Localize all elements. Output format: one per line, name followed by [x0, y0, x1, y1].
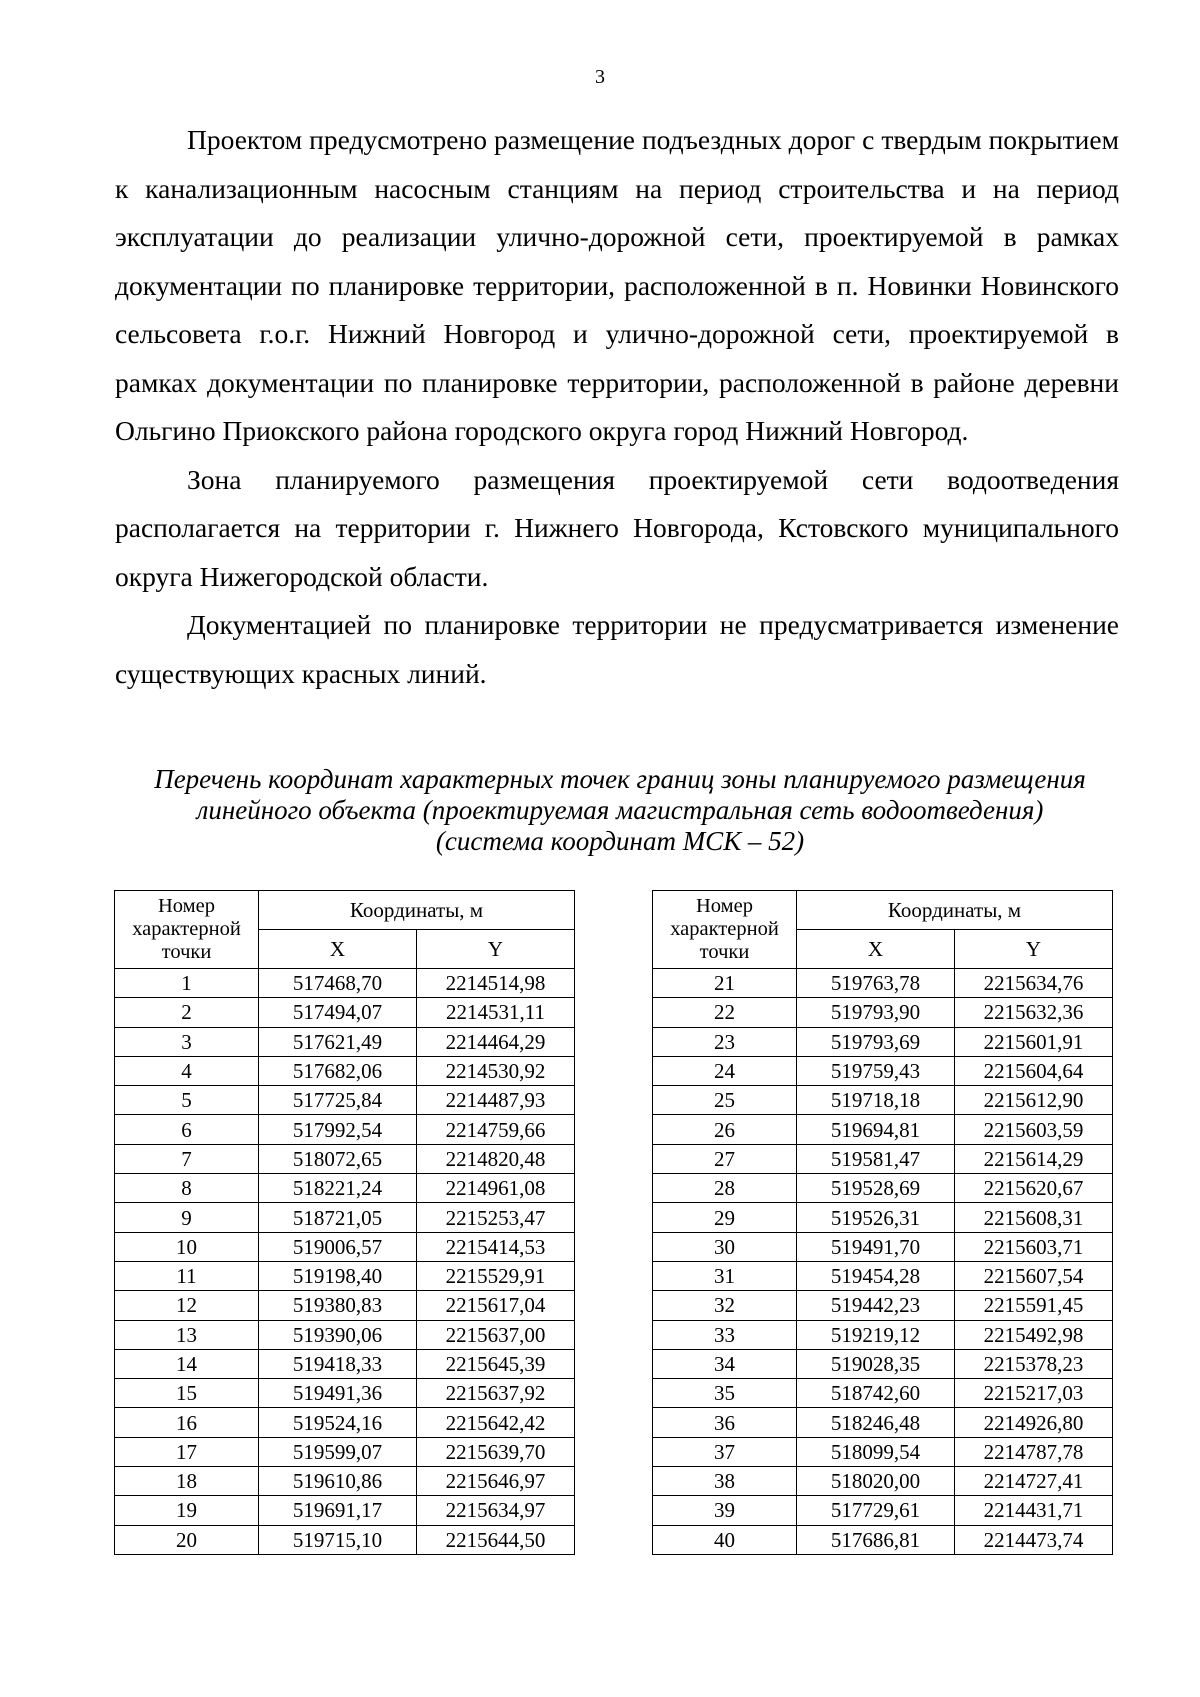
y-coordinate-cell: 2215378,23 — [955, 1349, 1113, 1378]
table-row — [653, 1496, 1113, 1525]
x-coordinate-cell: 519599,07 — [259, 1437, 417, 1466]
x-coordinate-cell: 519380,83 — [259, 1291, 417, 1320]
y-coordinate-cell: 2215607,54 — [955, 1261, 1113, 1290]
body-text — [115, 116, 1119, 698]
coordinates-table-right — [652, 890, 1113, 1555]
x-coordinate-cell: 518221,24 — [259, 1174, 417, 1203]
y-coordinate-cell: 2215492,98 — [955, 1320, 1113, 1349]
point-number-cell: 26 — [653, 1115, 797, 1144]
table-caption — [100, 764, 1140, 857]
table-row — [115, 1027, 575, 1056]
x-coordinate-cell: 519610,86 — [259, 1467, 417, 1496]
y-coordinate-cell: 2214820,48 — [417, 1144, 575, 1173]
table-row — [653, 1115, 1113, 1144]
y-coordinate-cell: 2215637,00 — [417, 1320, 575, 1349]
table-row — [115, 1056, 575, 1085]
x-coordinate-cell: 518072,65 — [259, 1144, 417, 1173]
point-number-cell: 3 — [115, 1027, 259, 1056]
table-row — [653, 1437, 1113, 1466]
table-row — [115, 1144, 575, 1173]
x-coordinate-cell: 517729,61 — [797, 1496, 955, 1525]
table-row — [653, 1086, 1113, 1115]
x-coordinate-cell: 519759,43 — [797, 1056, 955, 1085]
x-coordinate-cell: 517682,06 — [259, 1056, 417, 1085]
caption-line-3: (система координат МСК – 52) — [435, 826, 805, 856]
y-coordinate-cell: 2215529,91 — [417, 1261, 575, 1290]
y-coordinate-cell: 2214530,92 — [417, 1056, 575, 1085]
y-coordinate-cell: 2215617,04 — [417, 1291, 575, 1320]
y-coordinate-cell: 2214431,71 — [955, 1496, 1113, 1525]
x-coordinate-cell: 519442,23 — [797, 1291, 955, 1320]
header-x: X — [797, 930, 955, 969]
point-number-cell: 32 — [653, 1291, 797, 1320]
x-coordinate-cell: 519219,12 — [797, 1320, 955, 1349]
x-coordinate-cell: 519454,28 — [797, 1261, 955, 1290]
y-coordinate-cell: 2215646,97 — [417, 1467, 575, 1496]
point-number-cell: 31 — [653, 1261, 797, 1290]
y-coordinate-cell: 2215253,47 — [417, 1203, 575, 1232]
y-coordinate-cell: 2214531,11 — [417, 998, 575, 1027]
point-number-cell: 39 — [653, 1496, 797, 1525]
table-row — [653, 1232, 1113, 1261]
y-coordinate-cell: 2214487,93 — [417, 1086, 575, 1115]
table-row — [653, 998, 1113, 1027]
x-coordinate-cell: 519694,81 — [797, 1115, 955, 1144]
x-coordinate-cell: 518099,54 — [797, 1437, 955, 1466]
x-coordinate-cell: 518742,60 — [797, 1379, 955, 1408]
coordinates-table-left — [114, 890, 575, 1555]
y-coordinate-cell: 2215601,91 — [955, 1027, 1113, 1056]
y-coordinate-cell: 2215642,42 — [417, 1408, 575, 1437]
x-coordinate-cell: 517494,07 — [259, 998, 417, 1027]
y-coordinate-cell: 2215614,29 — [955, 1144, 1113, 1173]
table-row — [115, 1261, 575, 1290]
y-coordinate-cell: 2215608,31 — [955, 1203, 1113, 1232]
point-number-cell: 4 — [115, 1056, 259, 1085]
x-coordinate-cell: 517468,70 — [259, 969, 417, 998]
caption-line-2: линейного объекта (проектируемая магистральная сеть водоотведения) — [196, 795, 1044, 825]
x-coordinate-cell: 519418,33 — [259, 1349, 417, 1378]
y-coordinate-cell: 2214514,98 — [417, 969, 575, 998]
point-number-cell: 11 — [115, 1261, 259, 1290]
x-coordinate-cell: 519006,57 — [259, 1232, 417, 1261]
table-row — [115, 1349, 575, 1378]
x-coordinate-cell: 519691,17 — [259, 1496, 417, 1525]
x-coordinate-cell: 519198,40 — [259, 1261, 417, 1290]
table-row — [115, 1408, 575, 1437]
x-coordinate-cell: 519524,16 — [259, 1408, 417, 1437]
point-number-cell: 24 — [653, 1056, 797, 1085]
page-number: 3 — [595, 66, 605, 88]
table-row — [115, 1525, 575, 1554]
y-coordinate-cell: 2215604,64 — [955, 1056, 1113, 1085]
point-number-cell: 28 — [653, 1174, 797, 1203]
x-coordinate-cell: 518246,48 — [797, 1408, 955, 1437]
table-row — [115, 1086, 575, 1115]
table-row — [115, 998, 575, 1027]
point-number-cell: 23 — [653, 1027, 797, 1056]
paragraph-roads: Проектом предусмотрено размещение подъездных дорог с твердым покрытием к канализационным насосным станциям на период строительства и на период эксплуатации до реализации улично-дорожной сети, проектируемой в рамках документации по планировке территории, расположенной в п. Новинки Новинского сельсовета г.о.г. Нижний Новгород и улично-дорожной сети, проектируемой в рамках документации по планировке территории, расположенной в районе деревни Ольгино Приокского района городского округа город Нижний Новгород. — [115, 124, 1119, 446]
x-coordinate-cell: 519793,90 — [797, 998, 955, 1027]
point-number-cell: 19 — [115, 1496, 259, 1525]
y-coordinate-cell: 2215612,90 — [955, 1086, 1113, 1115]
table-row — [653, 1349, 1113, 1378]
point-number-cell: 8 — [115, 1174, 259, 1203]
x-coordinate-cell: 519526,31 — [797, 1203, 955, 1232]
table-row — [653, 1261, 1113, 1290]
point-number-cell: 12 — [115, 1291, 259, 1320]
table-row — [115, 1320, 575, 1349]
x-coordinate-cell: 519763,78 — [797, 969, 955, 998]
y-coordinate-cell: 2214727,41 — [955, 1467, 1113, 1496]
table-row — [653, 1525, 1113, 1554]
table-row — [653, 1027, 1113, 1056]
point-number-cell: 34 — [653, 1349, 797, 1378]
point-number-cell: 17 — [115, 1437, 259, 1466]
y-coordinate-cell: 2215645,39 — [417, 1349, 575, 1378]
table-row — [653, 1291, 1113, 1320]
header-coordinates: Координаты, м — [259, 891, 575, 930]
table-row — [653, 1144, 1113, 1173]
header-x: X — [259, 930, 417, 969]
header-y: Y — [417, 930, 575, 969]
table-row — [115, 1174, 575, 1203]
table-row — [115, 969, 575, 998]
point-number-cell: 33 — [653, 1320, 797, 1349]
point-number-cell: 18 — [115, 1467, 259, 1496]
point-number-cell: 36 — [653, 1408, 797, 1437]
point-number-cell: 10 — [115, 1232, 259, 1261]
point-number-cell: 30 — [653, 1232, 797, 1261]
y-coordinate-cell: 2215620,67 — [955, 1174, 1113, 1203]
y-coordinate-cell: 2215637,92 — [417, 1379, 575, 1408]
table-row — [653, 1203, 1113, 1232]
point-number-cell: 38 — [653, 1467, 797, 1496]
point-number-cell: 29 — [653, 1203, 797, 1232]
point-number-cell: 13 — [115, 1320, 259, 1349]
point-number-cell: 35 — [653, 1379, 797, 1408]
point-number-cell: 16 — [115, 1408, 259, 1437]
y-coordinate-cell: 2215639,70 — [417, 1437, 575, 1466]
y-coordinate-cell: 2215634,97 — [417, 1496, 575, 1525]
table-row — [653, 1174, 1113, 1203]
table-row — [115, 1203, 575, 1232]
point-number-cell: 20 — [115, 1525, 259, 1554]
point-number-cell: 5 — [115, 1086, 259, 1115]
y-coordinate-cell: 2214787,78 — [955, 1437, 1113, 1466]
point-number-cell: 9 — [115, 1203, 259, 1232]
x-coordinate-cell: 517725,84 — [259, 1086, 417, 1115]
point-number-cell: 1 — [115, 969, 259, 998]
x-coordinate-cell: 519491,36 — [259, 1379, 417, 1408]
y-coordinate-cell: 2215632,36 — [955, 998, 1113, 1027]
x-coordinate-cell: 517621,49 — [259, 1027, 417, 1056]
y-coordinate-cell: 2214961,08 — [417, 1174, 575, 1203]
point-number-cell: 25 — [653, 1086, 797, 1115]
header-point-number: Номер характерной точки — [653, 891, 797, 969]
table-row — [653, 1408, 1113, 1437]
table-row — [115, 1379, 575, 1408]
point-number-cell: 22 — [653, 998, 797, 1027]
x-coordinate-cell: 519491,70 — [797, 1232, 955, 1261]
x-coordinate-cell: 519028,35 — [797, 1349, 955, 1378]
table-row — [115, 1291, 575, 1320]
point-number-cell: 7 — [115, 1144, 259, 1173]
y-coordinate-cell: 2215603,71 — [955, 1232, 1113, 1261]
paragraph-red-lines: Документацией по планировке территории не предусматривается изменение существующих красных линий. — [115, 609, 1119, 689]
x-coordinate-cell: 519718,18 — [797, 1086, 955, 1115]
table-row — [115, 1115, 575, 1144]
y-coordinate-cell: 2214473,74 — [955, 1525, 1113, 1554]
y-coordinate-cell: 2215644,50 — [417, 1525, 575, 1554]
y-coordinate-cell: 2214926,80 — [955, 1408, 1113, 1437]
table-row — [653, 1320, 1113, 1349]
point-number-cell: 6 — [115, 1115, 259, 1144]
y-coordinate-cell: 2215414,53 — [417, 1232, 575, 1261]
table-row — [653, 969, 1113, 998]
x-coordinate-cell: 519581,47 — [797, 1144, 955, 1173]
header-y: Y — [955, 930, 1113, 969]
table-row — [115, 1467, 575, 1496]
paragraph-zone: Зона планируемого размещения проектируемой сети водоотведения располагается на территории г. Нижнего Новгорода, Кстовского муниципального округа Нижегородской области. — [115, 463, 1119, 592]
point-number-cell: 40 — [653, 1525, 797, 1554]
table-row — [115, 1437, 575, 1466]
point-number-cell: 37 — [653, 1437, 797, 1466]
table-row — [653, 1467, 1113, 1496]
x-coordinate-cell: 517992,54 — [259, 1115, 417, 1144]
point-number-cell: 14 — [115, 1349, 259, 1378]
y-coordinate-cell: 2215634,76 — [955, 969, 1113, 998]
y-coordinate-cell: 2214759,66 — [417, 1115, 575, 1144]
header-coordinates: Координаты, м — [797, 891, 1113, 930]
table-row — [653, 1056, 1113, 1085]
point-number-cell: 15 — [115, 1379, 259, 1408]
table-row — [115, 1496, 575, 1525]
y-coordinate-cell: 2215603,59 — [955, 1115, 1113, 1144]
x-coordinate-cell: 518020,00 — [797, 1467, 955, 1496]
point-number-cell: 27 — [653, 1144, 797, 1173]
x-coordinate-cell: 519793,69 — [797, 1027, 955, 1056]
x-coordinate-cell: 517686,81 — [797, 1525, 955, 1554]
caption-line-1: Перечень координат характерных точек границ зоны планируемого размещения — [154, 764, 1086, 794]
point-number-cell: 21 — [653, 969, 797, 998]
x-coordinate-cell: 519715,10 — [259, 1525, 417, 1554]
table-row — [115, 1232, 575, 1261]
point-number-cell: 2 — [115, 998, 259, 1027]
x-coordinate-cell: 518721,05 — [259, 1203, 417, 1232]
y-coordinate-cell: 2214464,29 — [417, 1027, 575, 1056]
x-coordinate-cell: 519390,06 — [259, 1320, 417, 1349]
table-row — [653, 1379, 1113, 1408]
header-point-number: Номер характерной точки — [115, 891, 259, 969]
y-coordinate-cell: 2215591,45 — [955, 1291, 1113, 1320]
y-coordinate-cell: 2215217,03 — [955, 1379, 1113, 1408]
x-coordinate-cell: 519528,69 — [797, 1174, 955, 1203]
